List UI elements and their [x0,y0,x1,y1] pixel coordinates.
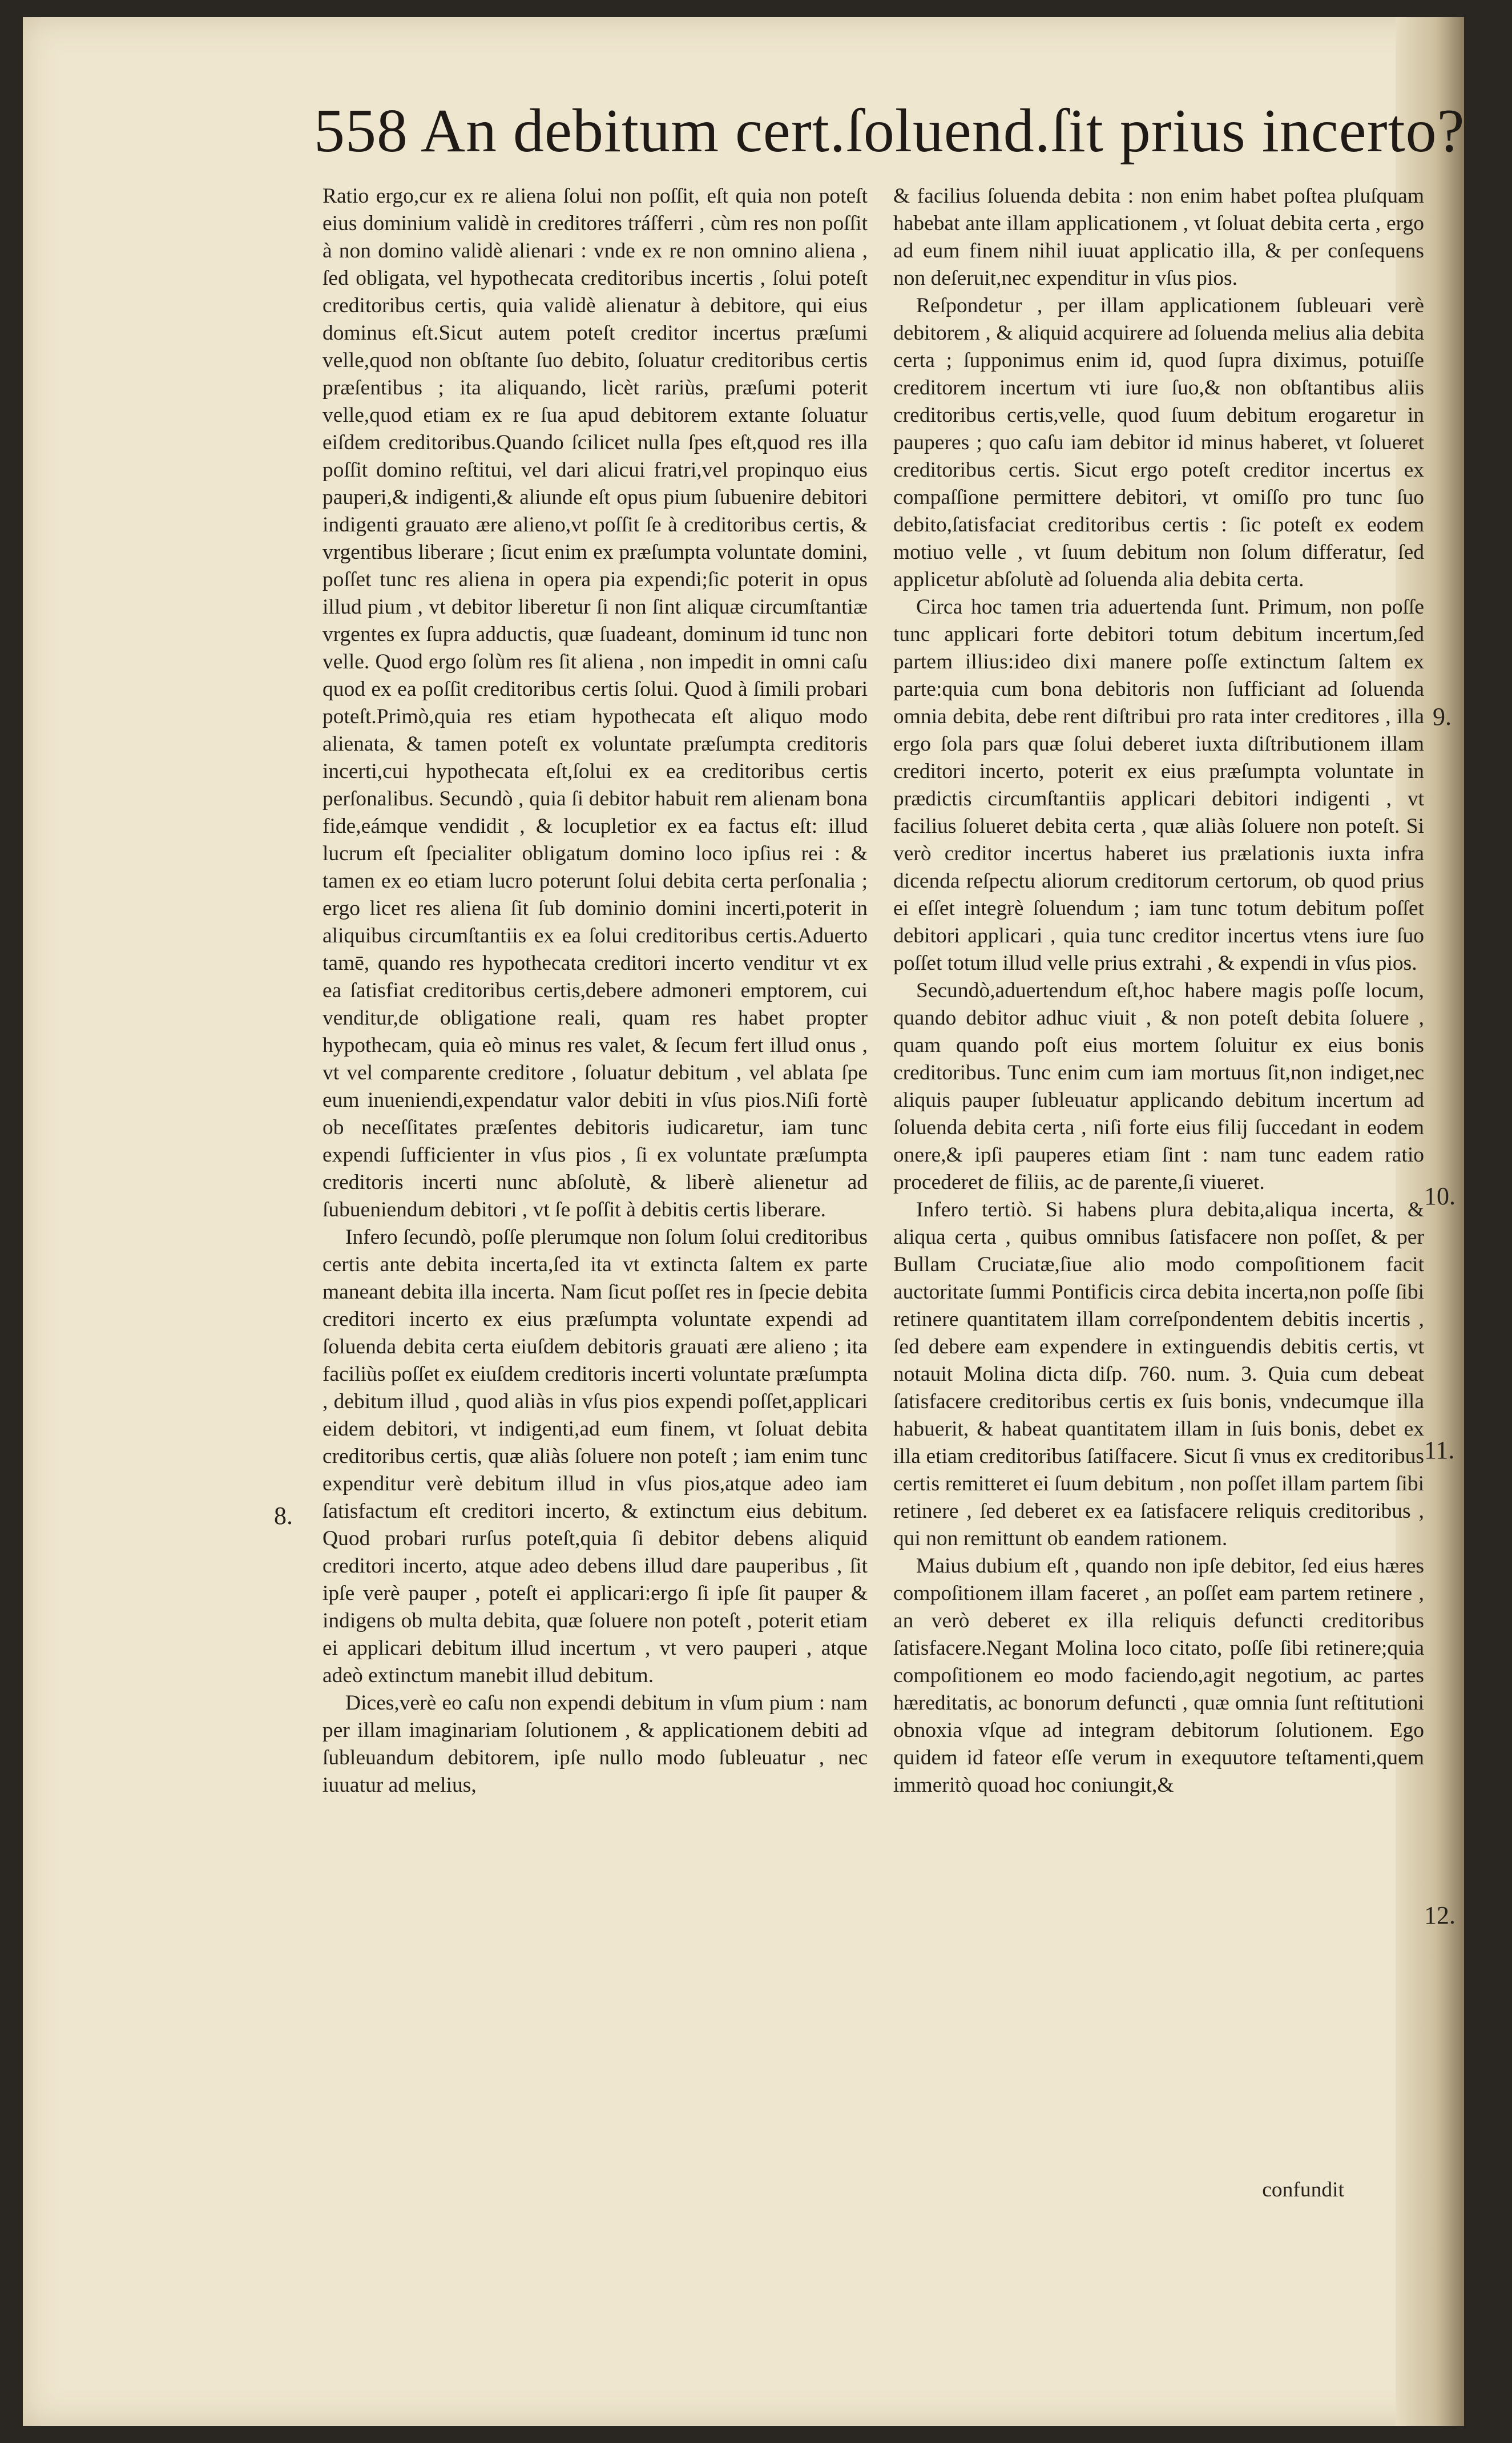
paragraph: Ratio ergo,cur ex re aliena ſolui non poſſit, eſt quia non poteſt eius dominium validè in creditores tráſferri , cùm res non poſſit à non domino validè alienari : vnde ex re non omnino aliena , ſed obligata, vel hypothecata creditoribus incertis , ſolui poteſt creditoribus certis, quia validè alienatur à debitore, qui eius dominus eſt.Sicut autem poteſt creditor incertus præſumi velle,quod non obſtante ſuo debito, ſoluatur creditoribus certis præſentibus ; ita aliquando, licèt rariùs, præſumi poterit velle,quod etiam ex re ſua apud debitorem extante ſoluatur eiſdem creditoribus.Quando ſcilicet nulla ſpes eſt,quod res illa poſſit domino reſtitui, vel dari alicui fratri,vel propinquo eius pauperi,& indigenti,& aliunde eſt opus pium ſubuenire debitori indigenti grauato ære alieno,vt poſſit ſe à creditoribus certis, & vrgentibus liberare ; ſicut enim ex præſumpta voluntate domini, poſſet tunc res aliena in opera pia expendi;ſic poterit in opus illud pium , vt debitor liberetur ſi non ſint aliquæ circumſtantiæ vrgentes ex ſupra adductis, quæ ſuadeant, dominum id tunc non velle. Quod ergo ſolùm res ſit aliena , non impedit in omni caſu quod ex ea poſſit creditoribus certis ſolui. Quod à ſimili probari poteſt.Primò,quia res etiam hypothecata eſt aliquo modo alienata, & tamen poteſt ex voluntate præſumpta creditoris incerti,cui hypothecata eſt,ſolui ex ea creditoribus certis perſonalibus. Secundò , quia ſi debitor habuit rem alienam bona fide,eámque vendidit , & locupletior ex ea factus eſt: illud lucrum eſt ſpecialiter obligatum domino loco ipſius rei : & tamen ex eo etiam lucro poterunt ſolui debita certa perſonalia ; ergo licet res aliena ſit ſub dominio domini incerti,poterit in aliquibus circumſtantiis ex ea ſolui creditoribus certis.Aduerto tamē, quando res hypothecata creditori incerto venditur vt ex ea ſatisfiat creditoribus certis,debere admoneri emptorem, cui venditur,de obligatione reali, quam res habet propter hypothecam, quia eò minus res valet, & ſecum fert illud onus , vt vel comparente creditore , ſoluatur debitum , vel ablata ſpe eum inueniendi,expendatur valor debiti in vſus pios.Niſi fortè ob neceſſitates præſentes debitoris iudicaretur, iam tunc expendi ſufficienter in vſus pios , ſi ex voluntate præſumpta creditoris incerti nunc abſolutè, & liberè alienetur ad ſubueniendum debitori , vt ſe poſſit à debitis certis liberare. [322,184,868,1222]
paragraph: Dices,verè eo caſu non expendi debitum in vſum pium : nam per illam imaginariam ſolutionem , & applicationem debiti ad ſubleuandum debitorem, ipſe nullo modo ſubleuatur , nec iuuatur ad melius, [322,1691,868,1797]
paragraph: Infero tertiò. Si habens plura debita,aliqua incerta, & aliqua certa , quibus omnibus ſatisfacere non poſſet, & per Bullam Cruciatæ,ſiue alio modo compoſitionem facit auctoritate ſummi Pontificis circa debita incerta,non poſſe ſibi retinere quantitatem illam correſpondentem debitis incertis , ſed debere eam expendere in extinguendis debitis certis, vt notauit Molina dicta diſp. 760. num. 3. Quia cum debeat ſatisfacere creditoribus certis ex ſuis bonis, vndecumque illa habuerit, & habeat quantitatem illam in ſuis bonis, debet ex illa etiam creditoribus ſatiſfacere. Sicut ſi vnus ex creditoribus certis remitteret ei ſuum debitum , non poſſet illam partem ſibi retinere , ſed deberet ex ea ſatisfacere reliquis creditoribus , qui non remittunt ob eandem rationem. [893,1198,1424,1550]
margin-number: 12. [1424,1901,1455,1929]
margin-number: 8. [274,1502,293,1530]
catchword: confundit [1262,2178,1344,2202]
margin-number: 9. [1433,703,1451,731]
book-page [23,17,1464,2426]
paragraph: Circa hoc tamen tria aduertenda ſunt. Primum, non poſſe tunc applicari forte debitori totum debitum incertum,ſed partem illius:ideo dixi manere poſſe extinctum ſaltem ex parte:quia cum bona debitoris non ſufficiant ad ſoluenda omnia debita, debe rent diſtribui pro rata inter creditores , illa ergo ſola pars quæ ſolui deberet iuxta diſtributionem illam creditori incerto, poterit ex eius præſumpta voluntate in prædictis circumſtantiis applicari debitori indigenti , vt facilius ſolueret debita certa , quæ aliàs ſoluere non poteſt. Si verò creditor incertus haberet ius prælationis iuxta infra dicenda reſpectu aliorum creditorum certorum, ob quod prius ei eſſet integrè ſoluendum ; iam tunc totum debitum poſſet debitori applicari , quia tunc creditor incertus vtens iure ſuo poſſet totum illud velle prius extrahi , & expendi in vſus pios. [893,595,1424,975]
paragraph: Infero ſecundò, poſſe plerumque non ſolum ſolui creditoribus certis ante debita incerta,ſed ita vt extincta ſaltem ex parte maneant debita illa incerta. Nam ſicut poſſet res in ſpecie debita creditori incerto ex eius præſumpta voluntate expendi ad ſoluenda debita certa eiuſdem debitoris grauati ære alieno ; ita faciliùs poſſet ex eiuſdem creditoris incerti voluntate præſumpta , debitum illud , quod aliàs in vſus pios expendi poſſet,applicari eidem debitori, vt indigenti,ad eum finem, vt ſoluat debita creditoribus certis, quæ aliàs ſoluere non poteſt ; iam enim tunc expenditur verè debitum illud in vſus pios,atque adeo iam ſatisfactum eſt creditori incerto, & extinctum eius debitum. Quod probari rurſus poteſt,quia ſi debitor debens aliquid creditori incerto, atque adeo debens illud dare pauperibus , ſit ipſe verè pauper , poteſt ei applicari:ergo ſi ipſe ſit pauper & indigens ob multa debita, quæ ſoluere non poteſt , poterit etiam ei applicari debitum illud incertum , vt vero pauperi , atque adeò extinctum manebit illud debitum. [322,1225,868,1687]
paragraph: Reſpondetur , per illam applicationem ſubleuari verè debitorem , & aliquid acquirere ad ſoluenda melius alia debita certa ; ſupponimus enim id, quod ſupra diximus, potuiſſe creditorem incertum vti iure ſuo,& non obſtantibus aliis creditoribus certis,velle, quod ſuum debitum erogaretur in pauperes ; quo caſu iam debitor id minus haberet, vt ſolueret creditoribus certis. Sicut ergo poteſt creditor incertus ex compaſſione permittere debitori, vt omiſſo pro tunc ſuo debito,ſatisfaciat creditoribus certis : ſic poteſt ex eodem motiuo velle , vt ſuum debitum non ſolum differatur, ſed applicetur abſolutè ad ſoluenda alia debita certa. [893,294,1424,591]
left-column [322,183,868,2238]
paragraph: & facilius ſoluenda debita : non enim habet poſtea pluſquam habebat ante illam applicationem , vt ſoluat debita certa , ergo ad eum finem nihil iuuat applicatio illa, & per conſequens non deſeruit,nec expenditur in vſus pios. [893,184,1424,290]
margin-number: 10. [1424,1182,1455,1210]
paragraph: Maius dubium eſt , quando non ipſe debitor, ſed eius hæres compoſitionem illam faceret , an poſſet eam partem retinere , an verò deberet ex illa reliquis defuncti creditoribus ſatisfacere.Negant Molina loco citato, poſſe ſibi retinere;quia compoſitionem eo modo faciendo,agit negotium, ac partes hæreditatis, ac bonorum defuncti , quæ omnia ſunt reſtitutioni obnoxia vſque ad integram debitorum ſolutionem. Ego quidem id fateor eſſe verum in exequutore teſtamenti,quem immeritò quoad hoc coniungit,& [893,1554,1424,1797]
page-header [314,80,1465,183]
margin-number: 11. [1424,1436,1455,1464]
page-number: 558 [314,97,408,165]
right-column [893,183,1424,2238]
paragraph: Secundò,aduertendum eſt,hoc habere magis poſſe locum, quando debitor adhuc viuit , & non poteſt debita ſoluere , quam quando poſt eius mortem ſoluitur ex eius bonis creditoribus. Tunc enim cum iam mortuus ſit,non indiget,nec aliquis pauper ſubleuatur applicando debitum incertum ad ſoluenda debita certa , niſi forte eius filij ſuccedant in eodem onere,& ipſi pauperes etiam ſint : nam tunc eadem ratio procederet de filiis, ac de parente,ſi viueret. [893,979,1424,1194]
running-title: An debitum cert.ſoluend.ſit prius incerto? [421,97,1465,165]
